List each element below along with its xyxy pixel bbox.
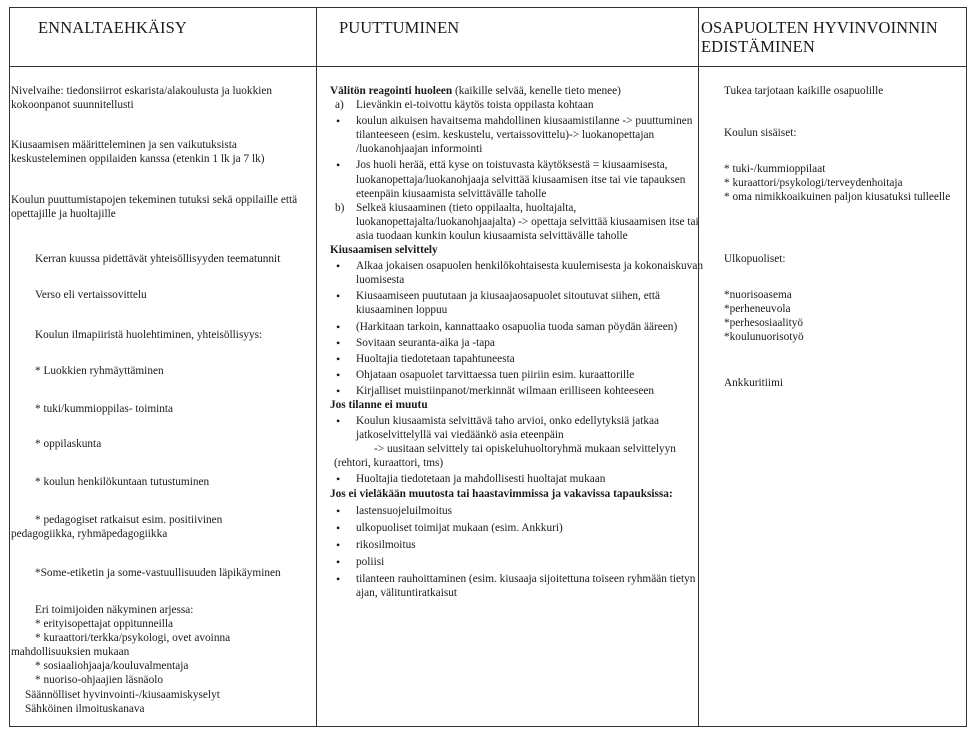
support-offered-text: Tukea tarjotaan kaikille osapuolille — [724, 85, 884, 97]
special-teachers-item: * erityisopettajat oppitunneilla — [35, 618, 174, 631]
immediate-reaction-rest: (kaikille selvää, kenelle tieto menee) — [452, 85, 621, 97]
curator-item-cont: mahdollisuuksien mukaan — [11, 646, 130, 659]
no-change-item-1-arrow: -> uusitaan selvittely tai opiskeluhuoltoryhmä mukaan selvittelyyn — [374, 443, 676, 456]
serious-item-5: • tilanteen rauhoittaminen (esim. kiusaaja sijoitettuna toiseen ryhmään tietyn ajan, välituntiratkaisut — [330, 572, 704, 600]
prevention-column — [11, 66, 308, 726]
no-change-item-1 — [330, 414, 704, 456]
investigation-item-7: • Kirjalliset muistiinpanot/merkinnät wilmaan erilliseen kohteeseen — [330, 384, 704, 398]
header-prevention: ENNALTAEHKÄISY — [38, 18, 187, 37]
observed-bullying-item: • koulun aikuisen havaitsema mahdollinen kiusaamistilanne -> puuttuminen tilanteeseen (esim. keskustelu, vertaissovittelu)-> luokanopettajan /luokanohjaajan informointi — [330, 114, 704, 156]
transition-text: Nivelvaihe: tiedonsiirrot eskarista/alakoulusta ja luokkien kokoonpanot suunnitellusti — [11, 85, 273, 112]
internal-heading: Koulun sisäiset: — [724, 127, 797, 139]
case-b-text: Selkeä kiusaaminen (tieto oppilaalta, huoltajalta, luokanopettajalta/luokanohjaajalta) -> opettaja selvittää kiusaamisen itse tai asia tuodaan kunkin koulun kiusaamista selvittävälle taholle — [356, 201, 699, 242]
social-instructor-item: * sosiaaliohjaaja/kouluvalmentaja — [35, 660, 189, 673]
internal-item-3: * oma nimikkoaikuinen paljon kiusatuksi tulleelle — [724, 191, 951, 204]
serious-item-4: • poliisi — [330, 555, 704, 569]
serious-item-3: • rikosilmoitus — [330, 538, 704, 552]
surveys-text: Säännölliset hyvinvointi-/kiusaamiskyselyt — [25, 688, 220, 701]
external-list — [724, 288, 804, 344]
school-atmosphere-text: Koulun ilmapiiristä huolehtiminen, yhteisöllisyys: — [35, 329, 263, 341]
immediate-reaction-heading — [330, 84, 704, 98]
external-item-1: *nuorisoasema — [724, 289, 792, 301]
defining-bullying-text: Kiusaamisen määritteleminen ja sen vaikutuksista keskusteleminen oppilaiden kanssa (etenkin 1 lk ja 7 lk) — [11, 139, 265, 166]
external-item-2: *perheneuvola — [724, 303, 791, 316]
wellbeing-column — [704, 66, 966, 726]
serious-cases-heading: Jos ei vieläkään muutosta tai haastavimmissa ja vakavissa tapauksissa: — [330, 487, 673, 500]
column-divider-1 — [316, 8, 317, 726]
electronic-channel-text: Sähköinen ilmoituskanava — [25, 702, 145, 715]
student-council-item: * oppilaskunta — [35, 438, 102, 450]
case-a-text: Lievänkin ei-toivottu käytös toista oppilasta kohtaan — [356, 99, 594, 112]
case-b-item — [330, 201, 704, 243]
theme-lessons-text: Kerran kuussa pidettävät yhteisöllisyyden teematunnit — [35, 253, 281, 265]
investigation-item-4: • Sovitaan seuranta-aika ja -tapa — [330, 336, 704, 350]
anchor-team-text: Ankkuritiimi — [724, 377, 783, 389]
no-change-item-1-text: • Koulun kiusaamista selvittävä taho arvioi, onko edellytyksiä jatkaa jatkoselvittelyllä vai viedäänkö asia eteenpäin — [356, 415, 660, 442]
header-intervention: PUUTTUMINEN — [339, 18, 460, 37]
support-students-item: * tuki/kummioppilas- toiminta — [35, 403, 174, 415]
no-change-item-2: • Huoltajia tiedotetaan ja mahdollisesti huoltajat mukaan — [330, 472, 704, 486]
investigation-item-5: • Huoltajia tiedotetaan tapahtuneesta — [330, 352, 704, 366]
intervention-methods-text: Koulun puuttumistapojen tekeminen tutuksi sekä oppilaille että opettajille ja huoltajille — [11, 194, 298, 221]
external-item-4: *koulunuorisotyö — [724, 331, 804, 344]
investigation-heading: Kiusaamisen selvittely — [330, 244, 438, 257]
repeated-behaviour-item: • Jos huoli herää, että kyse on toistuvasta käytöksestä = kiusaamisesta, luokanopettaja/luokanohjaaja selvittää kiusaamisen itse tai vie tapauksen eteenpäin kiusaamista selvittävälle taholle — [330, 158, 704, 200]
serious-item-2: • ulkopuoliset toimijat mukaan (esim. Ankkuri) — [330, 521, 704, 535]
case-b-marker: b) — [335, 201, 345, 214]
header-wellbeing-line2: EDISTÄMINEN — [701, 37, 815, 56]
serious-item-1: • lastensuojeluilmoitus — [330, 504, 704, 518]
grouping-item: * Luokkien ryhmäyttäminen — [35, 365, 164, 377]
staff-acquaintance-item: * koulun henkilökuntaan tutustuminen — [35, 476, 210, 488]
internal-item-1: * tuki-/kummioppilaat — [724, 163, 826, 175]
header-wellbeing-line1: OSAPUOLTEN HYVINVOINNIN — [701, 18, 938, 37]
internal-list — [724, 162, 964, 204]
internal-item-2: * kuraattori/psykologi/terveydenhoitaja — [724, 177, 903, 190]
pedagogy-line1: * pedagogiset ratkaisut esim. positiivinen — [35, 514, 223, 526]
actors-visibility-text: Eri toimijoiden näkyminen arjessa: — [35, 604, 194, 616]
curator-item: * kuraattori/terkka/psykologi, ovet avoinna — [35, 632, 231, 645]
actors-visibility-block — [11, 603, 311, 716]
some-etiquette-item: *Some-etiketin ja some-vastuullisuuden läpikäyminen — [35, 567, 281, 579]
intervention-column — [330, 66, 704, 726]
external-item-3: *perhesosiaalityö — [724, 317, 804, 330]
external-heading: Ulkopuoliset: — [724, 253, 786, 265]
investigation-item-2: • Kiusaamiseen puututaan ja kiusaajaosapuolet sitoutuvat siihen, että kiusaaminen loppuu — [330, 289, 704, 317]
youth-workers-item: * nuoriso-ohjaajien läsnäolo — [35, 674, 164, 687]
investigation-item-1: • Alkaa jokaisen osapuolen henkilökohtaisesta kuulemisesta ja kokonaiskuvan luomisesta — [330, 259, 704, 287]
case-a-item — [330, 98, 704, 112]
investigation-item-6: • Ohjataan osapuolet tarvittaessa tuen piiriin esim. kuraattorille — [330, 368, 704, 382]
verso-text: Verso eli vertaissovittelu — [35, 289, 147, 301]
immediate-reaction-bold: Välitön reagointi huoleen — [330, 85, 453, 97]
no-change-item-1-tail: (rehtori, kuraattori, tms) — [334, 457, 444, 470]
pedagogy-item — [11, 513, 222, 541]
pedagogy-line2: pedagogiikka, ryhmäpedagogiikka — [11, 528, 168, 541]
case-a-marker: a) — [335, 99, 344, 112]
no-change-heading: Jos tilanne ei muutu — [330, 398, 428, 411]
prevention-table — [9, 7, 967, 727]
investigation-item-3: • (Harkitaan tarkoin, kannattaako osapuolia tuoda saman pöydän ääreen) — [330, 320, 704, 334]
